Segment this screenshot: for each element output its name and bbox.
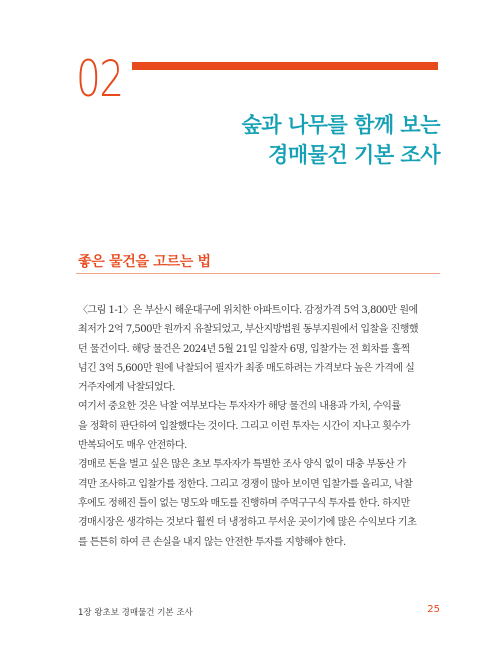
chapter-title-line-2: 경매물건 기본 조사 bbox=[268, 143, 440, 167]
chapter-header-bar bbox=[132, 62, 438, 70]
paragraph-line: 반복되어도 매우 안전하다. bbox=[78, 440, 187, 452]
footer-chapter-label: 1장 왕초보 경매물건 기본 조사 bbox=[78, 608, 193, 618]
paragraph-line: 여기서 중요한 것은 낙찰 여부보다는 투자자가 해당 물건의 내용과 가치, 수익률 bbox=[78, 401, 401, 413]
body-text bbox=[78, 301, 440, 552]
paragraph-line: 격만 조사하고 입찰가를 정한다. 그리고 경쟁이 많아 보이면 입찰가를 올리고, 낙찰 bbox=[78, 478, 413, 490]
paragraph-line: 최저가 2억 7,500만 원까지 유찰되었고, 부산지방법원 동부지원에서 입찰을 진행했 bbox=[78, 324, 419, 336]
paragraph bbox=[78, 455, 440, 551]
section-title: 좋은 물건을 고르는 법 bbox=[78, 254, 211, 270]
paragraph-line: 〈그림 1-1〉은 부산시 해운대구에 위치한 아파트이다. 감정가격 5억 3,800만 원에 bbox=[78, 305, 418, 316]
paragraph-line: 후에도 정해진 틀이 없는 명도와 매도를 진행하며 주먹구구식 투자를 한다. 하지만 bbox=[78, 497, 410, 509]
paragraph-line: 경매로 돈을 벌고 싶은 많은 초보 투자자가 특별한 조사 양식 없이 대충 부동산 가 bbox=[78, 459, 406, 471]
paragraph-line: 을 정확히 판단하여 입찰했다는 것이다. 그리고 이런 투자는 시간이 지나고 횟수가 bbox=[78, 420, 410, 432]
page-number: 25 bbox=[427, 604, 440, 615]
section-divider bbox=[76, 273, 440, 274]
chapter-number: 02 bbox=[76, 50, 123, 108]
paragraph bbox=[78, 301, 440, 397]
paragraph-line: 를 튼튼히 하여 큰 손실을 내지 않는 안전한 투자를 지향해야 한다. bbox=[78, 536, 346, 548]
paragraph-line: 던 물건이다. 해당 물건은 2024년 5월 21일 입찰자 6명, 입찰가는 전 회차를 훌쩍 bbox=[78, 343, 410, 355]
chapter-title-line-1: 숲과 나무를 함께 보는 bbox=[241, 113, 440, 137]
paragraph-line: 넘긴 3억 5,600만 원에 낙찰되어 필자가 최종 매도하려는 가격보다 높은 가격에 실 bbox=[78, 362, 415, 374]
chapter-title bbox=[241, 110, 440, 170]
paragraph-line: 경매시장은 생각하는 것보다 훨씬 더 냉정하고 무서운 곳이기에 많은 수익보다 기초 bbox=[78, 517, 417, 529]
paragraph-line: 거주자에게 낙찰되었다. bbox=[78, 382, 175, 394]
paragraph bbox=[78, 397, 440, 455]
